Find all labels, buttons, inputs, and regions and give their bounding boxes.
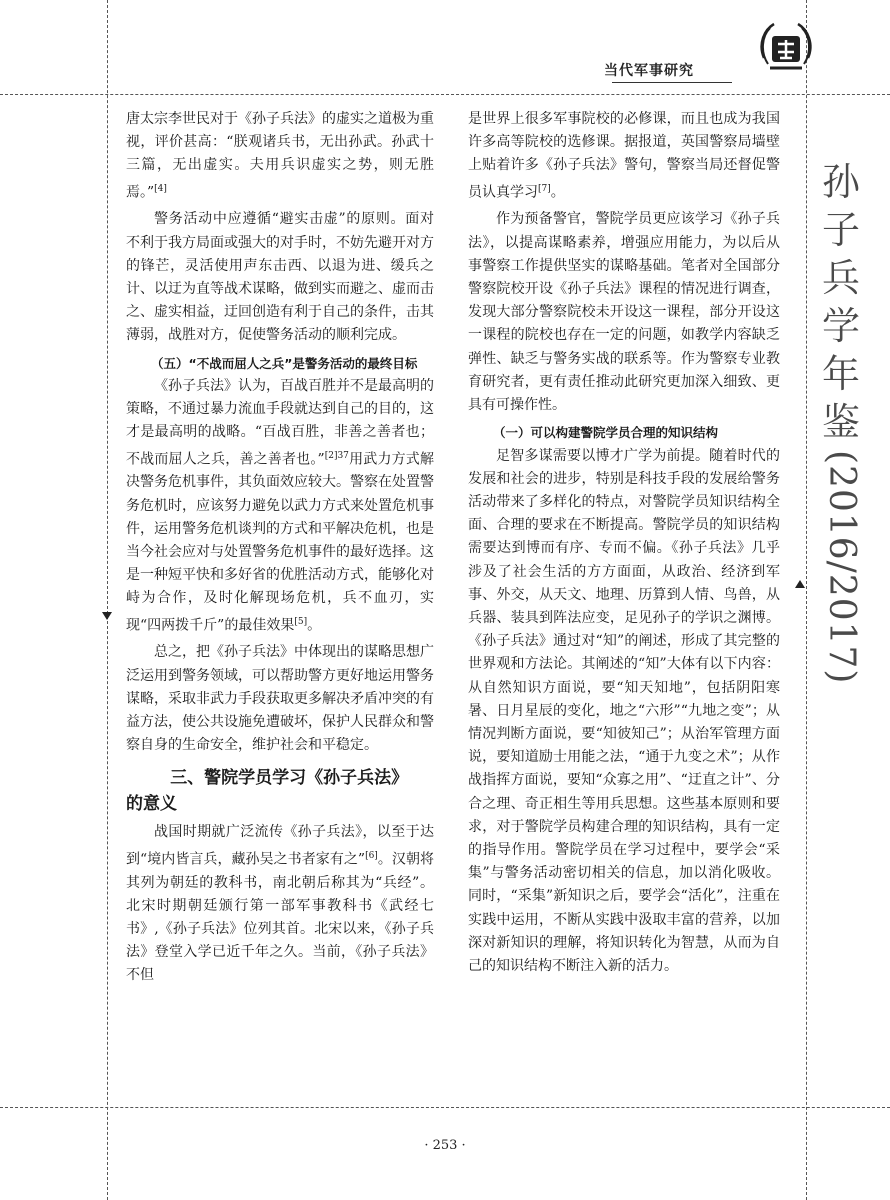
citation-ref: [5] [294,616,308,627]
up-triangle-icon [795,580,805,588]
paragraph: 警务活动中应遵循“避实击虚”的原则。面对不利于我方局面或强大的对手时，不妨先避开对方的锋芒，灵活使用声东击西、以退为进、缓兵之计、以迂为直等战术谋略，做到实而避之、虚而击之、虚实相益，迂回创造有利于自己的条件，击其薄弱，战胜对方，促使警务活动的顺利完成。 [126,211,434,344]
page-number: · 253 · [424,1138,466,1153]
side-title-char: 鉴 [821,400,860,444]
citation-ref: [4] [154,183,167,194]
side-title-year: (2016/2017) [821,450,862,685]
down-triangle-icon [102,612,112,620]
header-underline [612,82,732,83]
bottom-dashed-rule [0,1107,890,1108]
journal-logo-emblem [756,18,816,82]
left-dashed-margin [107,0,108,1200]
top-dashed-rule [0,94,890,95]
paragraph: 战国时期就广泛流传《孙子兵法》，以至于达到“境内皆言兵，藏孙吴之书者家有之”[6]。汉朝将其列为朝廷的教科书，南北朝后称其为“兵经”。北宋时期朝廷颁行第一部军事教科书《武经七书》,《孙子兵法》位列其首。北宋以来，《孙子兵法》登堂入学已近千年之久。当前，《孙子兵法》不但 [126,824,434,984]
right-text-column [468,108,780,978]
side-title-vertical [806,158,876,684]
side-title-char: 学 [821,304,860,348]
side-title-char: 年 [821,352,860,396]
paragraph: 《孙子兵法》认为，百战百胜并不是最高明的策略，不通过暴力流血手段就达到自己的目的，这才是最高明的战略。“百战百胜，非善之善者也；不战而屈人之兵，善之善者也。”$^{[2]37}$用武力方式解决警务危机事件，其负面效应较大。警察在处置警务危机时，应该努力避免以武力方式来处置危机事件，运用警务危机谈判的方式和平解决危机，也是当今社会应对与处置警务危机事件的最好选择。这是一种短平快和多好省的优胜活动方式，能够化对峙为合作，及时化解现场危机，兵不血刃，实现“四两拨千斤”的最佳效果[5]。 [126,377,434,634]
paragraph: 作为预备警官，警院学员更应该学习《孙子兵法》，以提高谋略素养，增强应用能力，为以后从事警察工作提供坚实的谋略基础。笔者对全国部分警察院校开设《孙子兵法》课程的情况进行调查，发现大部分警察院校未开设这一课程，部分开设这一课程的院校也存在一定的问题，如教学内容缺乏弹性、缺乏与警务实战的联系等。作为警察专业教育研究者，更有责任推动此研究更加深入细致、更具有可操作性。 [468,211,780,414]
side-title-char: 兵 [821,256,860,300]
section-title: 三、警院学员学习《孙子兵法》 的意义 [126,768,409,815]
subheading: （一）可以构建警院学员合理的知识结构 [493,425,719,441]
left-text-column [126,108,434,988]
side-title-char: 孙 [821,160,860,204]
paragraph: 是世界上很多军事院校的必修课，而且也成为我国许多高等院校的选修课。据报道，英国警察局墙壁上贴着许多《孙子兵法》警句，警察当局还督促警员认真学习[7]。 [468,111,780,201]
paragraph: 唐太宗李世民对于《孙子兵法》的虚实之道极为重视，评价甚高：“朕观诸兵书，无出孙武。孙武十三篇，无出虚实。夫用兵识虚实之势，则无胜焉。”[4] [126,111,434,201]
subheading: （五）“不战而屈人之兵”是警务活动的最终目标 [151,355,418,371]
journal-name: 当代军事研究 [604,63,694,79]
citation-ref: [6] [365,850,378,861]
citation-ref: [2]37 [324,450,349,461]
side-title-char: 子 [821,208,860,252]
paragraph: 足智多谋需要以博才广学为前提。随着时代的发展和社会的进步，特别是科技手段的发展给警务活动带来了多样化的特点，对警院学员知识结构全面、合理的要求在不断提高。警院学员的知识结构需要达到博而有序、专而不偏。《孙子兵法》几乎涉及了社会生活的方方面面，从政治、经济到军事、外交，从天文、地理、历算到人情、鸟兽，从兵器、装具到阵法应变，足见孙子的学识之渊博。《孙子兵法》通过对“知”的阐述，形成了其完整的世界观和方法论。其阐述的“知”大体有以下内容：从自然知识方面说，要“知天知地”，包括阴阳寒暑、日月星辰的变化，地之“六形”“九地之变”；从情况判断方面说，要“知彼知己”；从治军管理方面说，要知道励士用能之法，“通于九变之术”；从作战指挥方面说，要知“众寡之用”、“迂直之计”、分合之理、奇正相生等用兵思想。这些基本原则和要求，对于警院学员构建合理的知识结构，具有一定的指导作用。警院学员在学习过程中，要学会“采集”与警务活动密切相关的信息，加以消化吸收。同时，“采集”新知识之后，要学会“活化”，注重在实践中运用，不断从实践中汲取丰富的营养，以加深对新知识的理解，将知识转化为智慧，从而为自己的知识结构不断注入新的活力。 [468,447,780,974]
paragraph: 总之，把《孙子兵法》中体现出的谋略思想广泛运用到警务领域，可以帮助警方更好地运用警务谋略，采取非武力手段获取更多解决矛盾冲突的有益方法，使公共设施免遭破坏，保护人民群众和警察自身的生命安全，维护社会和平稳定。 [126,644,434,754]
citation-ref: [7] [538,183,551,194]
